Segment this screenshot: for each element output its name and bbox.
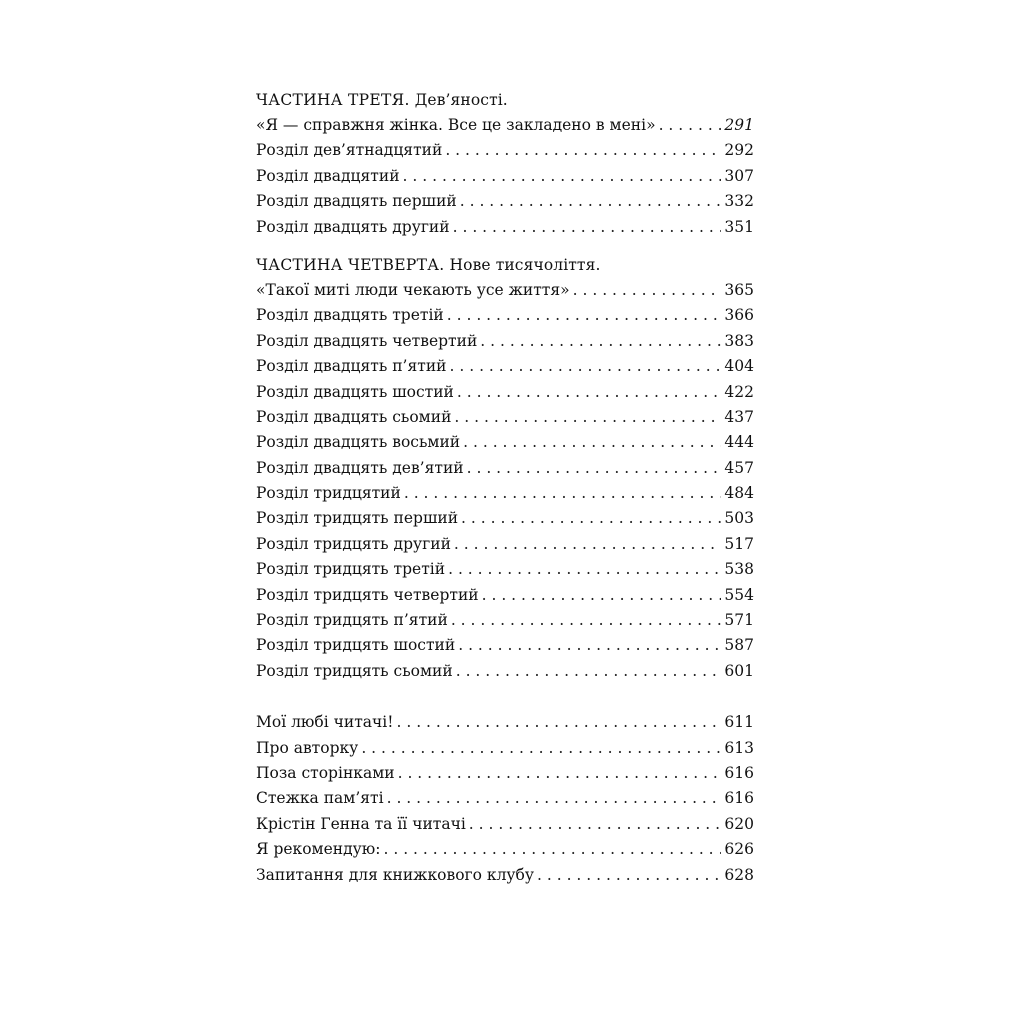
toc-entry-page: 383 (724, 331, 754, 350)
toc-entry[interactable] (256, 405, 754, 430)
toc-entry[interactable] (256, 329, 754, 354)
toc-entry-title: Розділ тридцять третій (256, 560, 446, 579)
toc-entry[interactable] (256, 761, 754, 786)
toc-entry-page: 351 (724, 217, 754, 236)
toc-entry-title: Розділ тридцять другий (256, 534, 451, 553)
part-three-heading (256, 88, 754, 113)
toc-entry-page: 291 (724, 116, 754, 134)
toc-entry-page: 628 (724, 865, 754, 884)
toc-entry-page: 587 (724, 636, 754, 655)
toc-entry-page: 571 (724, 611, 754, 630)
dot-leader (457, 380, 722, 405)
toc-entry-title: Розділ двадцять другий (256, 217, 450, 236)
toc-entry[interactable] (256, 430, 754, 455)
toc-entry-page: 620 (724, 814, 754, 833)
part-four-heading (256, 253, 754, 278)
toc-entry-page: 444 (724, 433, 754, 452)
toc-entry-title: Розділ двадцять третій (256, 306, 444, 325)
toc-entry-page: 626 (724, 840, 754, 859)
dot-leader (461, 506, 721, 531)
dot-leader (447, 303, 722, 328)
toc-entry-page: 422 (724, 382, 754, 401)
toc-entry[interactable] (256, 633, 754, 658)
toc-entry-title: Розділ тридцятий (256, 484, 401, 503)
toc-entry[interactable] (256, 481, 754, 506)
toc-entry[interactable] (256, 113, 754, 138)
toc-entry-title: Крістін Генна та її читачі (256, 814, 466, 833)
toc-entry[interactable] (256, 164, 754, 189)
dot-leader (460, 189, 722, 214)
toc-entry[interactable] (256, 189, 754, 214)
toc-entry-page: 616 (724, 789, 754, 808)
dot-leader (480, 329, 721, 354)
dot-leader (456, 659, 722, 684)
toc-entry[interactable] (256, 736, 754, 761)
dot-leader (454, 532, 721, 557)
toc-entry-page: 601 (724, 661, 754, 680)
toc-entry-title: Розділ двадцять восьмий (256, 433, 461, 452)
dot-leader (445, 138, 721, 163)
toc-entry[interactable] (256, 583, 754, 608)
dot-leader (404, 481, 722, 506)
toc-entry-page: 365 (724, 280, 754, 299)
toc-entry-page: 366 (724, 306, 754, 325)
toc-entry-page: 611 (724, 713, 754, 732)
table-of-contents (256, 88, 754, 888)
toc-entry-title: Поза сторінками (256, 763, 395, 782)
toc-entry-page: 307 (724, 166, 754, 185)
toc-entry[interactable] (256, 215, 754, 240)
dot-leader (448, 557, 721, 582)
toc-entry[interactable] (256, 532, 754, 557)
toc-entry-title: Розділ тридцять шостий (256, 636, 456, 655)
toc-entry[interactable] (256, 608, 754, 633)
toc-entry[interactable] (256, 557, 754, 582)
dot-leader (659, 113, 722, 138)
toc-entry[interactable] (256, 278, 754, 303)
toc-entry-title: Розділ двадцять дев’ятий (256, 458, 464, 477)
toc-entry-title: Про авторку (256, 738, 359, 757)
dot-leader (396, 710, 721, 735)
dot-leader (482, 583, 722, 608)
toc-entry[interactable] (256, 456, 754, 481)
toc-entry-title: Розділ двадцять шостий (256, 382, 454, 401)
dot-leader (537, 863, 721, 888)
toc-entry[interactable] (256, 354, 754, 379)
toc-entry-title: «Такої миті люди чекають усе життя» (256, 280, 570, 299)
toc-entry-page: 292 (724, 141, 754, 160)
toc-entry-title: Розділ двадцятий (256, 166, 400, 185)
toc-entry-title: Розділ дев’ятнадцятий (256, 141, 443, 160)
dot-leader (361, 736, 721, 761)
toc-entry[interactable] (256, 506, 754, 531)
toc-entry-page: 457 (724, 458, 754, 477)
toc-entry-page: 404 (724, 357, 754, 376)
toc-entry-title: Розділ двадцять перший (256, 192, 457, 211)
toc-entry-page: 616 (724, 763, 754, 782)
dot-leader (384, 837, 722, 862)
part-title: Дев’яності. (409, 91, 508, 109)
part-label: ЧАСТИНА ТРЕТЯ. (256, 91, 410, 109)
toc-entry-title: Розділ двадцять сьомий (256, 407, 452, 426)
dot-leader (454, 405, 721, 430)
toc-entry-page: 484 (724, 484, 754, 503)
dot-leader (387, 786, 722, 811)
dot-leader (463, 430, 721, 455)
toc-entry[interactable] (256, 303, 754, 328)
dot-leader (469, 812, 722, 837)
toc-entry[interactable] (256, 380, 754, 405)
toc-entry-title: Розділ тридцять перший (256, 509, 459, 528)
toc-entry[interactable] (256, 786, 754, 811)
dot-leader (450, 354, 722, 379)
toc-entry-page: 503 (724, 509, 754, 528)
toc-entry[interactable] (256, 659, 754, 684)
section-spacer (256, 240, 754, 253)
toc-entry-title: Розділ двадцять четвертий (256, 331, 478, 350)
toc-entry-page: 437 (724, 407, 754, 426)
dot-leader (467, 456, 722, 481)
toc-entry-page: 332 (724, 192, 754, 211)
toc-entry-page: 613 (724, 738, 754, 757)
toc-entry-title: Розділ тридцять п’ятий (256, 611, 448, 630)
toc-entry-title: Розділ двадцять п’ятий (256, 357, 447, 376)
toc-entry[interactable] (256, 138, 754, 163)
toc-entry-page: 538 (724, 560, 754, 579)
dot-leader (451, 608, 722, 633)
dot-leader (573, 278, 722, 303)
toc-entry[interactable] (256, 710, 754, 735)
toc-entry-title: «Я — справжня жінка. Все це закладено в мені» (256, 116, 656, 134)
toc-entry-title: Розділ тридцять сьомий (256, 661, 453, 680)
part-title: Нове тисячоліття. (444, 255, 601, 274)
toc-entry-page: 554 (724, 585, 754, 604)
dot-leader (398, 761, 722, 786)
section-spacer (256, 684, 754, 710)
part-label: ЧАСТИНА ЧЕТВЕРТА. (256, 255, 445, 274)
toc-entry-page: 517 (724, 534, 754, 553)
toc-entry-title: Стежка пам’яті (256, 789, 384, 808)
dot-leader (458, 633, 721, 658)
toc-entry-title: Мої любі читачі! (256, 713, 394, 732)
toc-entry[interactable] (256, 863, 754, 888)
toc-entry[interactable] (256, 837, 754, 862)
toc-entry-title: Запитання для книжкового клубу (256, 865, 535, 884)
dot-leader (403, 164, 722, 189)
toc-entry-title: Розділ тридцять четвертий (256, 585, 479, 604)
toc-entry[interactable] (256, 812, 754, 837)
dot-leader (453, 215, 722, 240)
toc-entry-title: Я рекомендую: (256, 840, 381, 859)
